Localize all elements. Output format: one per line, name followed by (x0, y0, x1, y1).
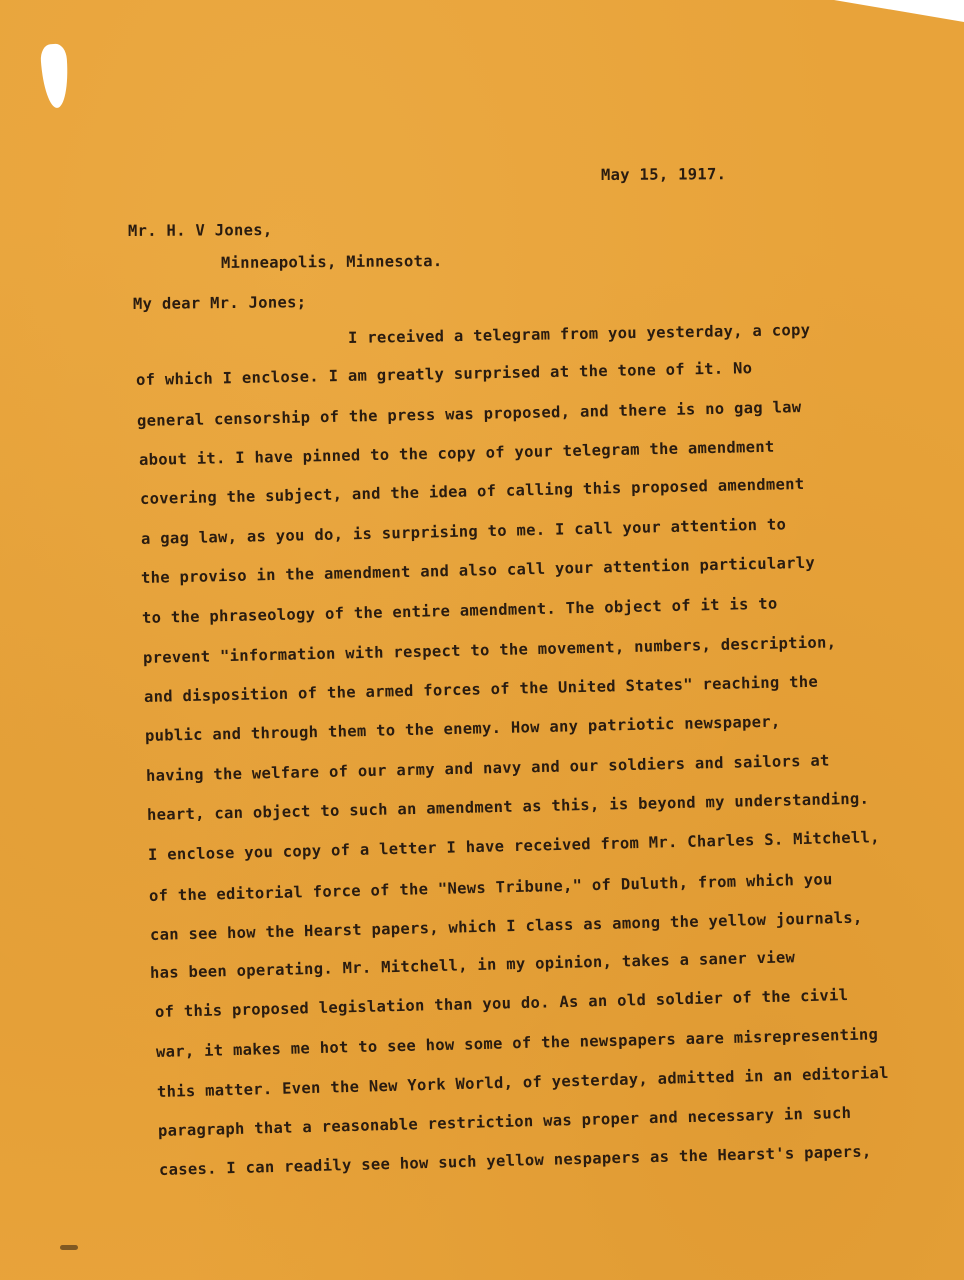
body-line: prevent "information with respect to the movement, numbers, description, (142, 633, 837, 667)
body-line: public and through them to the enemy. How any patriotic newspaper, (144, 712, 781, 745)
body-line: and disposition of the armed forces of the United States" reaching the (143, 672, 819, 706)
body-line: I enclose you copy of a letter I have received from Mr. Charles S. Mitchell, (147, 828, 881, 864)
body-line: to the phraseology of the entire amendment. The object of it is to (141, 594, 778, 627)
body-line: can see how the Hearst papers, which I class as among the yellow journals, (149, 908, 863, 944)
body-line: cases. I can readily see how such yellow nespapers as the Hearst's papers, (158, 1142, 872, 1179)
salutation: My dear Mr. Jones; (132, 293, 307, 313)
body-line: of the editorial force of the "News Tribune," of Duluth, from which you (148, 870, 833, 905)
body-line: of this proposed legislation than you do. As an old soldier of the civil (154, 986, 849, 1021)
punch-hole (40, 43, 70, 109)
body-line: this matter. Even the New York World, of yesterday, admitted in an editorial (156, 1063, 890, 1101)
body-line: paragraph that a reasonable restriction was proper and necessary in such (157, 1103, 852, 1140)
body-line: having the welfare of our army and navy and our soldiers and sailors at (145, 751, 830, 785)
body-line: covering the subject, and the idea of calling this proposed amendment (139, 474, 805, 508)
ink-smudge (60, 1245, 78, 1250)
body-line: a gag law, as you do, is surprising to me. I call your attention to (140, 515, 787, 548)
body-line: general censorship of the press was proposed, and there is no gag law (136, 398, 802, 430)
body-line: of which I enclose. I am greatly surprised at the tone of it. No (135, 359, 753, 389)
body-line: the proviso in the amendment and also call your attention particularly (140, 553, 816, 587)
body-line: about it. I have pinned to the copy of your telegram the amendment (138, 437, 775, 469)
letter-date: May 15, 1917. (600, 165, 727, 184)
body-line: I received a telegram from you yesterday, a copy (347, 320, 811, 347)
torn-corner (834, 0, 964, 22)
recipient-location: Minneapolis, Minnesota. (220, 252, 443, 272)
body-line: war, it makes me hot to see how some of the newspapers aare misrepresenting (155, 1025, 879, 1061)
body-line: heart, can object to such an amendment as this, is beyond my understanding. (146, 789, 870, 824)
body-line: has been operating. Mr. Mitchell, in my opinion, takes a saner view (149, 948, 796, 982)
recipient-name: Mr. H. V Jones, (127, 220, 273, 240)
